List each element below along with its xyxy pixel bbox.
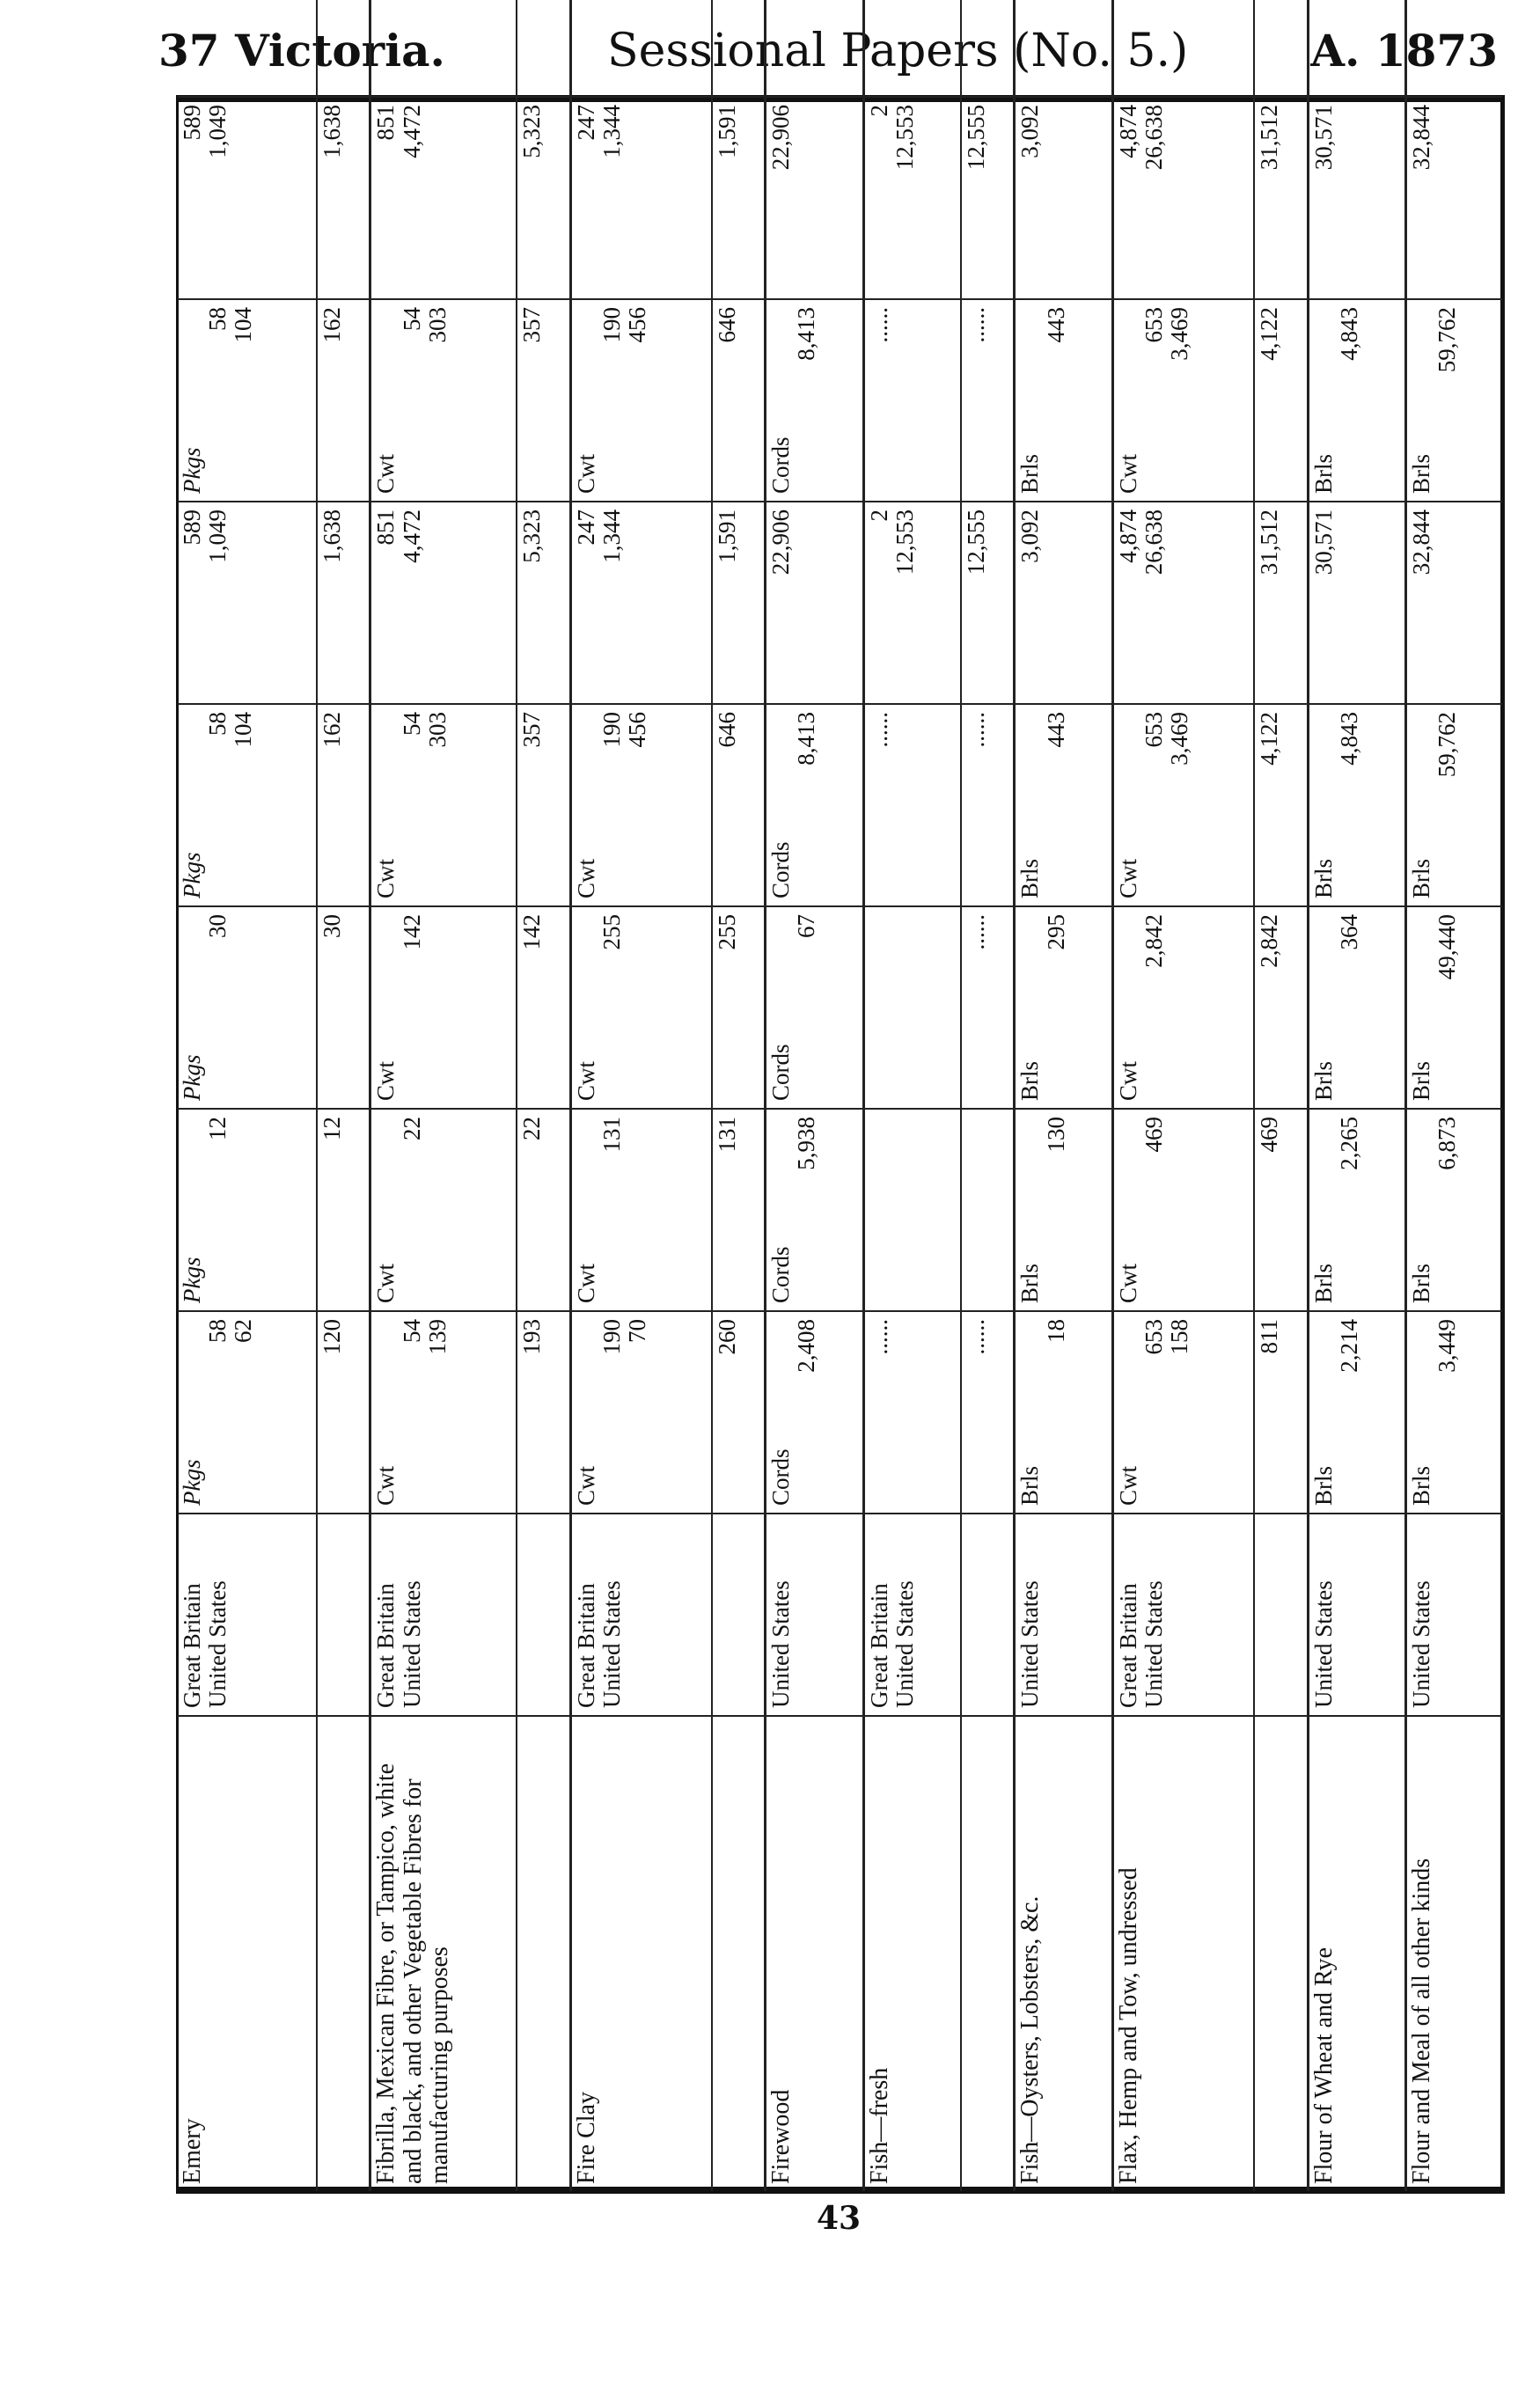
value-cell-q5: [1406, 299, 1502, 502]
country-cell: [517, 1514, 570, 1716]
value-cell-v5: [570, 97, 712, 299]
value-text: 104: [230, 712, 257, 748]
value-cell-q4: 4,122: [1254, 704, 1308, 906]
value-text: 653: [1140, 712, 1168, 748]
value-cell-q3: ......: [961, 906, 1015, 1109]
value-text: 1,049: [204, 105, 231, 158]
value-cell-v5: [178, 97, 317, 299]
value-text: 443: [1042, 712, 1069, 748]
unit-label: Brls: [1309, 1060, 1337, 1101]
value-cell-q3: [863, 906, 961, 1109]
duty-cell: [178, 0, 317, 97]
value-cell-q3: [1406, 906, 1502, 1109]
value-text: 6,873: [1434, 1117, 1461, 1170]
value-text: 131: [598, 1117, 625, 1153]
value-text: 2,842: [1140, 914, 1168, 968]
unit-label: Brls: [1408, 453, 1435, 494]
value-cell-q1: [1406, 1311, 1502, 1514]
value-text: 139: [423, 1319, 451, 1355]
value-text: 4,843: [1335, 307, 1362, 361]
duty-cell: [961, 0, 1015, 97]
value-text: 54: [398, 712, 425, 736]
table-row: [1015, 0, 1113, 2191]
value-cell-q3: [766, 906, 864, 1109]
value-text: ......: [865, 712, 892, 748]
value-cell-q3: [178, 906, 317, 1109]
unit-label: Pkgs: [179, 447, 205, 494]
unit-label: Cwt: [372, 1263, 400, 1303]
value-text: 247: [572, 509, 599, 546]
value-cell-q4: [370, 704, 517, 906]
total-row: [517, 0, 570, 2191]
value-text: 2,214: [1335, 1319, 1362, 1373]
value-cell-q4: 646: [712, 704, 766, 906]
total-row: [317, 0, 370, 2191]
value-text: 2: [865, 509, 892, 522]
article-cell: [961, 1716, 1015, 2191]
value-cell-v4: [370, 502, 517, 704]
country-name: Great Britain: [372, 1583, 400, 1708]
value-text: 851: [372, 509, 400, 546]
value-cell-v5: [1308, 97, 1406, 299]
value-cell-q2: 469: [1254, 1109, 1308, 1311]
article-cell: Flour and Meal of all other kinds: [1406, 1716, 1502, 2191]
value-cell-q2: 12: [317, 1109, 370, 1311]
value-text: 22,906: [767, 105, 795, 171]
unit-label: Brls: [1016, 1263, 1044, 1303]
value-text: 8,413: [793, 307, 820, 361]
value-cell-v4: [178, 502, 317, 704]
unit-label: Pkgs: [179, 1054, 205, 1101]
value-cell-q2: [1308, 1109, 1406, 1311]
value-cell-v4: 1,591: [712, 502, 766, 704]
value-cell-v4: [570, 502, 712, 704]
value-cell-q4: 162: [317, 704, 370, 906]
value-text: 59,762: [1434, 712, 1461, 778]
value-text: 589: [179, 509, 205, 546]
country-cell: [1308, 1514, 1406, 1716]
value-text: 255: [598, 914, 625, 950]
total-row: [712, 0, 766, 2191]
value-text: 62: [230, 1319, 257, 1343]
value-cell-q1: ......: [961, 1311, 1015, 1514]
value-cell-v4: 5,323: [517, 502, 570, 704]
value-cell-q3: 142: [517, 906, 570, 1109]
value-cell-q2: [178, 1109, 317, 1311]
country-name: United States: [1140, 1580, 1168, 1708]
duty-cell: [766, 0, 864, 97]
value-text: 26,638: [1140, 105, 1168, 171]
country-name: United States: [598, 1580, 625, 1708]
value-text: 456: [623, 712, 650, 748]
duty-cell: [1015, 0, 1113, 97]
value-cell-v5: 5,323: [517, 97, 570, 299]
value-text: 3,449: [1434, 1319, 1461, 1373]
value-cell-v5: [370, 97, 517, 299]
value-cell-v5: [863, 97, 961, 299]
value-text: 653: [1140, 1319, 1168, 1355]
value-text: 30,571: [1309, 509, 1337, 575]
value-cell-q2: [1406, 1109, 1502, 1311]
value-text: 58: [204, 712, 231, 736]
unit-label: Cwt: [1115, 1060, 1142, 1101]
country-cell: [178, 1514, 317, 1716]
value-cell-q4: ......: [961, 704, 1015, 906]
trade-table: [178, 0, 1502, 2191]
unit-label: Cwt: [572, 1263, 599, 1303]
country-cell: [570, 1514, 712, 1716]
duty-cell: [863, 0, 961, 97]
unit-label: Brls: [1309, 858, 1337, 898]
unit-label: Pkgs: [179, 1257, 205, 1303]
unit-label: Cords: [767, 1448, 795, 1506]
article-cell: [317, 1716, 370, 2191]
value-cell-v4: [1308, 502, 1406, 704]
value-text: ......: [865, 307, 892, 343]
value-cell-q1: 811: [1254, 1311, 1308, 1514]
country-name: United States: [398, 1580, 425, 1708]
value-text: 303: [423, 712, 451, 748]
total-row: [961, 0, 1015, 2191]
value-text: 4,472: [398, 105, 425, 158]
value-cell-v5: 1,638: [317, 97, 370, 299]
duty-cell: [1254, 0, 1308, 97]
value-text: 3,469: [1166, 307, 1193, 361]
unit-label: Cwt: [372, 1060, 400, 1101]
value-text: 32,844: [1408, 509, 1435, 575]
value-text: 4,472: [398, 509, 425, 563]
country-name: United States: [204, 1580, 231, 1708]
duty-cell: [317, 0, 370, 97]
value-cell-v4: [1015, 502, 1113, 704]
value-text: 190: [598, 1319, 625, 1355]
value-cell-q3: [1308, 906, 1406, 1109]
country-name: United States: [1309, 1580, 1337, 1708]
table-row: [570, 0, 712, 2191]
value-cell-q1: [178, 1311, 317, 1514]
value-cell-v5: 12,555: [961, 97, 1015, 299]
table-row: [766, 0, 864, 2191]
value-cell-v4: [1113, 502, 1255, 704]
value-text: 851: [372, 105, 400, 141]
unit-label: Cwt: [1115, 1263, 1142, 1303]
article-cell: [517, 1716, 570, 2191]
value-text: 12: [204, 1117, 231, 1140]
value-text: 3,092: [1016, 509, 1044, 563]
unit-label: Brls: [1016, 1060, 1044, 1101]
value-text: 4,874: [1115, 105, 1142, 158]
unit-label: Brls: [1309, 453, 1337, 494]
value-cell-q4: [863, 704, 961, 906]
country-cell: [1015, 1514, 1113, 1716]
country-cell: [712, 1514, 766, 1716]
unit-label: Cwt: [372, 858, 400, 898]
value-cell-v5: [766, 97, 864, 299]
value-text: ......: [865, 1319, 892, 1355]
table-row: [863, 0, 961, 2191]
value-cell-q3: [570, 906, 712, 1109]
value-text: 456: [623, 307, 650, 343]
value-cell-q4: 357: [517, 704, 570, 906]
unit-label: Cwt: [372, 1465, 400, 1506]
value-cell-q4: [1406, 704, 1502, 906]
value-text: 469: [1140, 1117, 1168, 1153]
value-text: 67: [793, 914, 820, 938]
article-cell: Firewood: [766, 1716, 864, 2191]
unit-label: Cwt: [1115, 453, 1142, 494]
value-text: 443: [1042, 307, 1069, 343]
duty-cell: [370, 0, 517, 97]
value-text: 158: [1166, 1319, 1193, 1355]
value-cell-q5: [1015, 299, 1113, 502]
value-cell-v4: [863, 502, 961, 704]
value-cell-q5: [370, 299, 517, 502]
value-cell-q1: [1015, 1311, 1113, 1514]
page-number: 43: [817, 2200, 862, 2237]
unit-label: Cwt: [1115, 858, 1142, 898]
unit-label: Cords: [767, 1044, 795, 1101]
value-cell-q5: [1113, 299, 1255, 502]
value-cell-q2: 131: [712, 1109, 766, 1311]
value-text: 4,843: [1335, 712, 1362, 766]
value-text: 190: [598, 712, 625, 748]
value-cell-q3: [1113, 906, 1255, 1109]
value-cell-q1: [370, 1311, 517, 1514]
duty-cell: [1113, 0, 1255, 97]
value-cell-q2: [570, 1109, 712, 1311]
value-text: 8,413: [793, 712, 820, 766]
value-cell-q5: [178, 299, 317, 502]
unit-label: Cwt: [572, 1060, 599, 1101]
country-cell: [317, 1514, 370, 1716]
value-cell-q1: [863, 1311, 961, 1514]
value-text: 2: [865, 105, 892, 117]
unit-label: Cwt: [572, 1465, 599, 1506]
value-cell-q4: [1015, 704, 1113, 906]
value-cell-q1: [1308, 1311, 1406, 1514]
value-text: 3,092: [1016, 105, 1044, 158]
value-cell-v5: 31,512: [1254, 97, 1308, 299]
value-cell-q4: [1308, 704, 1406, 906]
unit-label: Brls: [1408, 1060, 1435, 1101]
article-cell: Fibrilla, Mexican Fibre, or Tampico, white and black, and other Vegetable Fibres for manufacturing purposes: [370, 1716, 517, 2191]
unit-label: Pkgs: [179, 1459, 205, 1506]
value-text: 653: [1140, 307, 1168, 343]
value-text: 22,906: [767, 509, 795, 575]
table-row: [1308, 0, 1406, 2191]
country-cell: [961, 1514, 1015, 1716]
value-text: 4,874: [1115, 509, 1142, 563]
duty-cell: [1308, 0, 1406, 97]
unit-label: Brls: [1408, 858, 1435, 898]
value-cell-q2: [1015, 1109, 1113, 1311]
unit-label: Cwt: [572, 453, 599, 494]
value-cell-q5: [1308, 299, 1406, 502]
table-row: [1113, 0, 1255, 2191]
duty-cell: [517, 0, 570, 97]
country-cell: [1254, 1514, 1308, 1716]
value-cell-q4: [766, 704, 864, 906]
value-text: 1,344: [598, 105, 625, 158]
country-name: United States: [1408, 1580, 1435, 1708]
value-text: 30: [204, 914, 231, 938]
value-cell-q5: [570, 299, 712, 502]
value-cell-q1: 260: [712, 1311, 766, 1514]
unit-label: Brls: [1016, 858, 1044, 898]
value-cell-v5: [1113, 97, 1255, 299]
total-row: [1254, 0, 1308, 2191]
value-text: 54: [398, 1319, 425, 1343]
value-text: 295: [1042, 914, 1069, 950]
value-text: 18: [1042, 1319, 1069, 1343]
value-cell-q3: [1015, 906, 1113, 1109]
article-cell: [712, 1716, 766, 2191]
unit-label: Cords: [767, 1246, 795, 1303]
document-title: Sessional Papers (No. 5.): [607, 25, 1189, 77]
value-text: 364: [1335, 914, 1362, 950]
value-cell-q3: 2,842: [1254, 906, 1308, 1109]
value-cell-q5: [863, 299, 961, 502]
unit-label: Brls: [1016, 1465, 1044, 1506]
value-cell-q5: ......: [961, 299, 1015, 502]
article-cell: Flour of Wheat and Rye: [1308, 1716, 1406, 2191]
volume-label: 37 Victoria.: [158, 25, 445, 77]
unit-label: Cwt: [572, 858, 599, 898]
unit-label: Cords: [767, 841, 795, 898]
value-cell-q5: 357: [517, 299, 570, 502]
article-cell: [1254, 1716, 1308, 2191]
value-text: 1,049: [204, 509, 231, 563]
unit-label: Brls: [1016, 453, 1044, 494]
table-row: [178, 0, 317, 2191]
value-cell-q2: 22: [517, 1109, 570, 1311]
table-row: [370, 0, 517, 2191]
value-cell-q3: [370, 906, 517, 1109]
duty-cell: [570, 0, 712, 97]
value-cell-q3: 30: [317, 906, 370, 1109]
country-cell: [370, 1514, 517, 1716]
value-cell-q1: [1113, 1311, 1255, 1514]
country-name: Great Britain: [1115, 1583, 1142, 1708]
value-text: 190: [598, 307, 625, 343]
value-text: 142: [398, 914, 425, 950]
value-cell-v5: 1,591: [712, 97, 766, 299]
value-text: 26,638: [1140, 509, 1168, 575]
unit-label: Cwt: [372, 453, 400, 494]
value-text: 30,571: [1309, 105, 1337, 171]
value-cell-v5: [1406, 97, 1502, 299]
value-cell-v4: 1,638: [317, 502, 370, 704]
value-cell-q2: [863, 1109, 961, 1311]
value-text: 12,553: [891, 509, 918, 575]
country-name: Great Britain: [865, 1583, 892, 1708]
article-cell: Fire Clay: [570, 1716, 712, 2191]
value-text: 589: [179, 105, 205, 141]
value-cell-q5: [766, 299, 864, 502]
value-text: 3,469: [1166, 712, 1193, 766]
country-name: Great Britain: [179, 1583, 205, 1708]
value-cell-q5: 4,122: [1254, 299, 1308, 502]
article-cell: Fish—Oysters, Lobsters, &c.: [1015, 1716, 1113, 2191]
unit-label: Brls: [1309, 1465, 1337, 1506]
value-text: 130: [1042, 1117, 1069, 1153]
value-cell-q1: [570, 1311, 712, 1514]
value-text: 1,344: [598, 509, 625, 563]
value-text: 12,553: [891, 105, 918, 171]
article-cell: Fish—fresh: [863, 1716, 961, 2191]
article-cell: Emery: [179, 2118, 206, 2184]
value-cell-v4: [1406, 502, 1502, 704]
duty-cell: [712, 0, 766, 97]
value-text: 247: [572, 105, 599, 141]
value-text: 49,440: [1434, 914, 1461, 980]
value-cell-q4: [570, 704, 712, 906]
country-cell: [766, 1514, 864, 1716]
value-cell-q5: 646: [712, 299, 766, 502]
value-cell-q1: 193: [517, 1311, 570, 1514]
value-cell-v4: 12,555: [961, 502, 1015, 704]
table-row: [1406, 0, 1502, 2191]
value-text: 59,762: [1434, 307, 1461, 373]
value-text: 58: [204, 1319, 231, 1343]
value-text: 32,844: [1408, 105, 1435, 171]
unit-label: Brls: [1309, 1263, 1337, 1303]
rotated-table-container: [178, 97, 1502, 2191]
unit-label: Brls: [1408, 1465, 1435, 1506]
value-cell-v4: 31,512: [1254, 502, 1308, 704]
value-cell-q3: 255: [712, 906, 766, 1109]
value-cell-q2: [766, 1109, 864, 1311]
value-text: 54: [398, 307, 425, 331]
value-cell-q1: 120: [317, 1311, 370, 1514]
value-cell-q4: [178, 704, 317, 906]
value-cell-v4: [766, 502, 864, 704]
table-body: [178, 0, 1502, 2191]
value-cell-q4: [1113, 704, 1255, 906]
value-cell-q2: [370, 1109, 517, 1311]
value-text: 5,938: [793, 1117, 820, 1170]
unit-label: Cords: [767, 436, 795, 494]
country-cell: [863, 1514, 961, 1716]
unit-label: Cwt: [1115, 1465, 1142, 1506]
value-text: 58: [204, 307, 231, 331]
country-name: United States: [1016, 1580, 1044, 1708]
value-cell-q2: [961, 1109, 1015, 1311]
value-cell-q1: [766, 1311, 864, 1514]
country-name: United States: [891, 1580, 918, 1708]
country-name: United States: [767, 1580, 795, 1708]
value-cell-v5: [1015, 97, 1113, 299]
value-text: 104: [230, 307, 257, 343]
unit-label: Pkgs: [179, 852, 205, 898]
country-cell: [1406, 1514, 1502, 1716]
article-cell: Flax, Hemp and Tow, undressed: [1113, 1716, 1255, 2191]
value-text: 2,265: [1335, 1117, 1362, 1170]
country-cell: [1113, 1514, 1255, 1716]
duty-cell: [1406, 0, 1502, 97]
unit-label: Brls: [1408, 1263, 1435, 1303]
value-cell-q5: 162: [317, 299, 370, 502]
country-name: Great Britain: [572, 1583, 599, 1708]
value-cell-q2: [1113, 1109, 1255, 1311]
year-label: A. 1873: [1310, 25, 1498, 77]
value-text: 70: [623, 1319, 650, 1343]
value-text: 22: [398, 1117, 425, 1140]
value-text: 2,408: [793, 1319, 820, 1373]
value-text: 303: [423, 307, 451, 343]
